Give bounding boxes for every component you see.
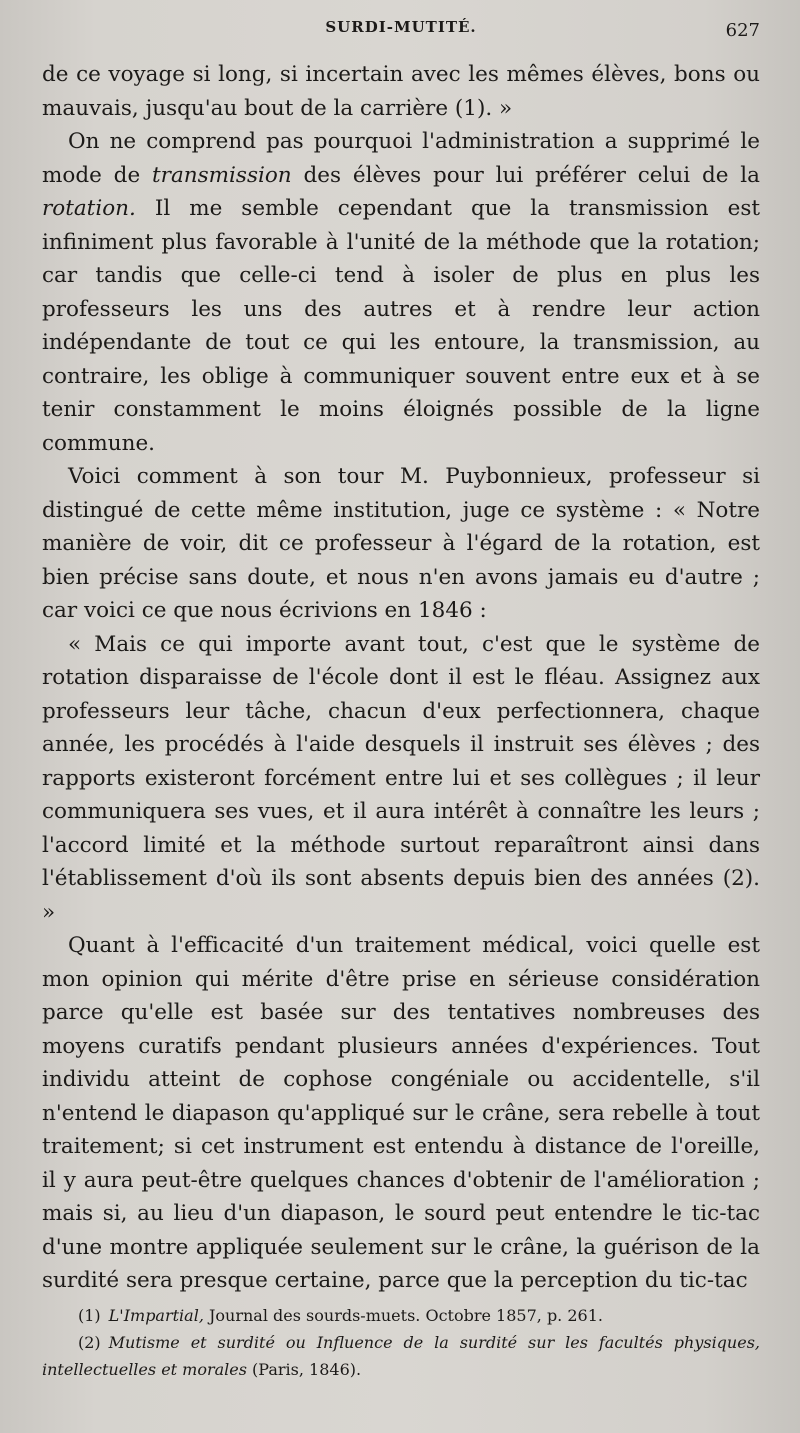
- running-title: SURDI-MUTITÉ.: [325, 18, 477, 36]
- footnote-2-text: (Paris, 1846).: [246, 1360, 362, 1379]
- page-number: 627: [725, 20, 760, 41]
- paragraph-2-part-1: On ne comprend pas pourquoi l'administration a supprimé le mode de: [42, 129, 760, 188]
- paragraph-1: de ce voyage si long, si incertain avec les mêmes élèves, bons ou mauvais, jusqu'au bout de la carrière (1). »: [42, 62, 760, 121]
- paragraph-3: Voici comment à son tour M. Puybonnieux, professeur si distingué de cette même institution, juge ce système : « Notre manière de voir, dit ce professeur à l'égard de la rotation, est bien précise sans doute, et nous n'en avons jamais eu d'autre ; car voici ce que nous écrivions en 1846 :: [42, 464, 760, 623]
- paragraph-2: [42, 125, 760, 460]
- emphasis-rotation: rotation.: [42, 196, 136, 221]
- body-text: [42, 58, 760, 1298]
- footnote-1: [42, 1302, 760, 1329]
- footnote-1-title: L'Impartial,: [108, 1306, 204, 1325]
- page-header: [42, 16, 760, 46]
- paragraph-2-part-2: des élèves pour lui préférer celui de la: [291, 162, 760, 188]
- footnote-2: [42, 1329, 760, 1383]
- footnote-2-title: Mutisme et surdité ou Influence de la surdité sur les facultés physiques, intellectuelles et morales: [42, 1333, 760, 1379]
- footnote-2-number: (2): [78, 1333, 101, 1352]
- paragraph-2-part-3: Il me semble cependant que la transmission est infiniment plus favorable à l'unité de la méthode que la rotation; car tandis que celle-ci tend à isoler de plus en plus les professeurs les uns des autres et à rendre leur action indépendante de tout ce qui les entoure, la transmission, au contraire, les oblige à communiquer souvent entre eux et à se tenir constamment le moins éloignés possible de la ligne commune.: [42, 196, 760, 456]
- emphasis-transmission: transmission: [152, 162, 292, 188]
- footnotes: [42, 1302, 760, 1383]
- footnote-1-number: (1): [78, 1306, 101, 1325]
- paragraph-4-quote: « Mais ce qui importe avant tout, c'est que le système de rotation disparaisse de l'école dont il est le fléau. Assignez aux professeurs leur tâche, chacun d'eux perfectionnera, chaque année, les procédés à l'aide desquels il instruit ses élèves ; des rapports existeront forcément entre lui et ses collègues ; il leur communiquera ses vues, et il aura intérêt à connaître les leurs ; l'accord limité et la méthode surtout reparaîtront ainsi dans l'établissement d'où ils sont absents depuis bien des années (2). »: [42, 631, 760, 925]
- paragraph-5: Quant à l'efficacité d'un traitement médical, voici quelle est mon opinion qui mérite d'être prise en sérieuse considération parce qu'elle est basée sur des tentatives nombreuses des moyens curatifs pendant plusieurs années d'expériences. Tout individu atteint de cophose congéniale ou accidentelle, s'il n'entend le diapason qu'appliqué sur le crâne, sera rebelle à tout traitement; si cet instrument est entendu à distance de l'oreille, il y aura peut-être quelques chances d'obtenir de l'amélioration ; mais si, au lieu d'un diapason, le sourd peut entendre le tic-tac d'une montre appliquée seulement sur le crâne, la guérison de la surdité sera presque certaine, parce que la perception du tic-tac: [42, 933, 760, 1293]
- footnote-1-text: Journal des sourds-muets. Octobre 1857, p. 261.: [203, 1306, 603, 1325]
